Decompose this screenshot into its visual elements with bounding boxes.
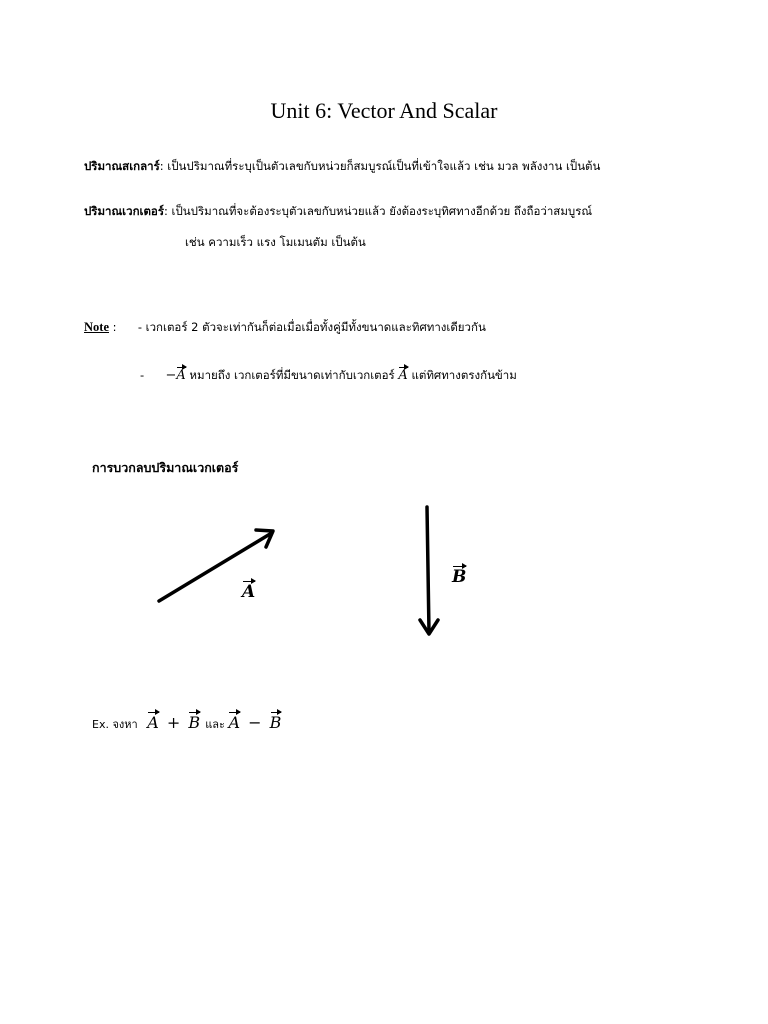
- scalar-term: ปริมาณสเกลาร์: [84, 159, 160, 173]
- vector-a-arrow: [159, 530, 273, 601]
- vector-a-symbol-2: A: [398, 368, 408, 383]
- vector-term: ปริมาณเวกเตอร์: [84, 204, 165, 218]
- minus-sign-2: −: [248, 713, 262, 732]
- note-item2-text-b: แต่ทิศทางตรงกันข้าม: [411, 368, 517, 382]
- expr-vector-a: A: [147, 713, 159, 732]
- vector-example: เช่น ความเร็ว แรง โมเมนตัม เป็นต้น: [185, 235, 366, 249]
- note-item1-dash: -: [137, 320, 146, 334]
- note-item2-dash: -: [140, 368, 145, 382]
- expr-a-minus-b: [228, 713, 281, 732]
- expr-a-plus-b: [147, 713, 205, 732]
- vector-a-label: [242, 582, 255, 602]
- example-prefix: Ex. จงหา: [92, 718, 138, 731]
- vector-b-label: [452, 567, 466, 587]
- vector-b-label-text: B: [452, 567, 467, 587]
- expr-vector-a-2: A: [228, 713, 241, 732]
- expr-vector-b-2: B: [269, 713, 282, 732]
- vector-a-label-text: A: [242, 582, 256, 602]
- note-label: Note: [84, 320, 109, 334]
- vector-b-arrow: [420, 507, 438, 634]
- page-title: Unit 6: Vector And Scalar: [270, 98, 498, 123]
- plus-sign: +: [166, 713, 181, 732]
- minus-sign: −: [165, 368, 177, 383]
- section-heading: การบวกลบปริมาณเวกเตอร์: [92, 460, 239, 475]
- vector-text: : เป็นปริมาณที่จะต้องระบุตัวเลขกับหน่วยแล้ว ยังต้องระบุทิศทางอีกด้วย ถึงถือว่าสมบูรณ์: [164, 204, 593, 218]
- vector-a-symbol: A: [176, 368, 186, 383]
- expr-vector-b: B: [188, 713, 201, 732]
- note-item2-text-a: หมายถึง เวกเตอร์ที่มีขนาดเท่ากับเวกเตอร์: [189, 368, 395, 382]
- example-line: [92, 713, 281, 733]
- note-item1: เวกเตอร์ 2 ตัวจะเท่ากันก็ต่อเมื่อเมื่อทั้งคู่มีทั้งขนาดและทิศทางเดียวกัน: [145, 320, 486, 334]
- scalar-text: : เป็นปริมาณที่ระบุเป็นตัวเลขกับหน่วยก็สมบูรณ์เป็นที่เข้าใจแล้ว เช่น มวล พลังงาน เป็นต้น: [159, 159, 601, 173]
- example-and: และ: [205, 718, 225, 731]
- note-colon: :: [109, 320, 117, 334]
